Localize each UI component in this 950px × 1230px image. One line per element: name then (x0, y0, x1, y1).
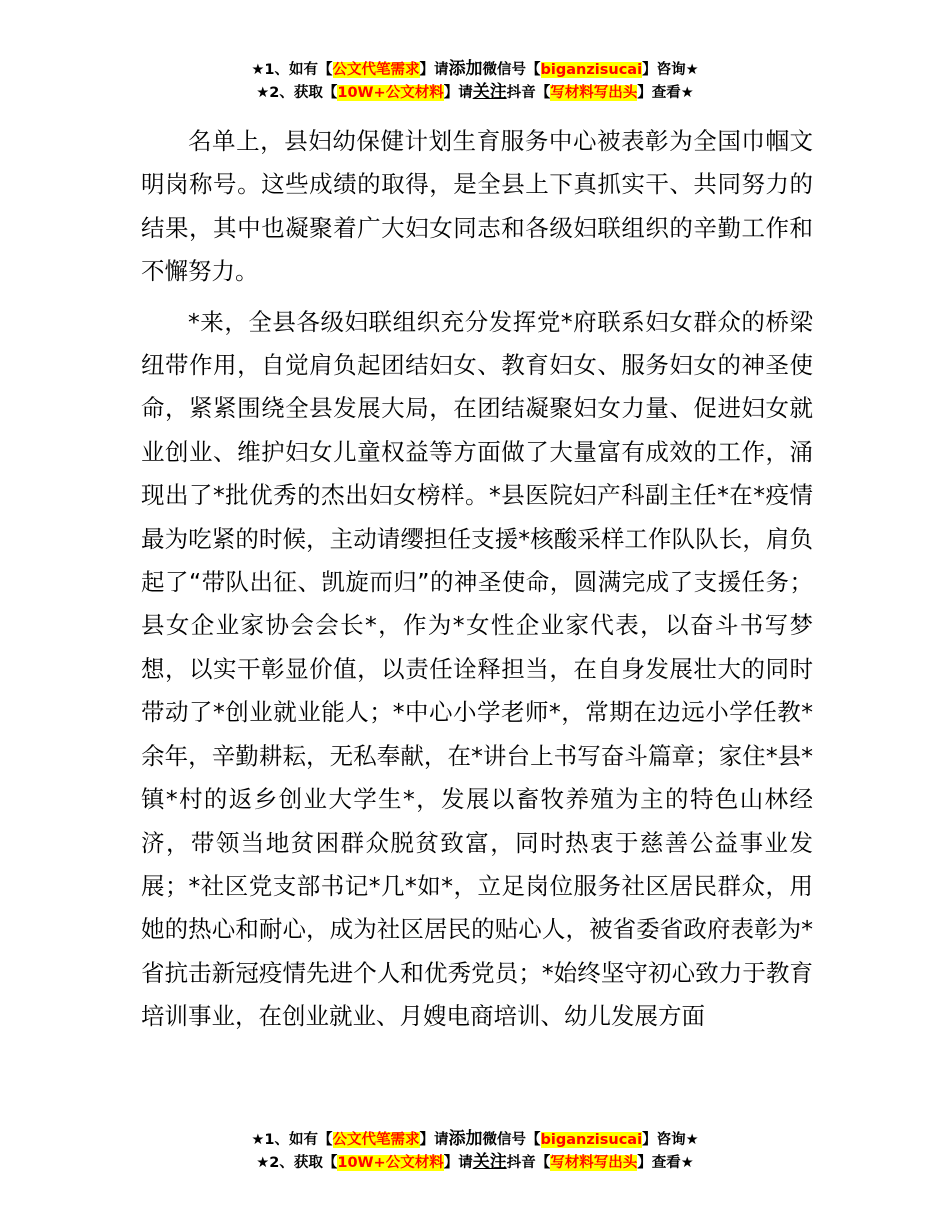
footer-line-2-prefix: ★2、获取【 (256, 1155, 338, 1171)
highlight-douyin-account: 写材料写出头 (550, 85, 638, 101)
footer-line-2-mid1: 】请 (443, 1155, 473, 1171)
header-line-2-mid2: 抖音【 (506, 85, 551, 101)
header-banner (0, 58, 950, 104)
header-line-1-mid1: 】请 (419, 62, 449, 78)
highlight-wechat-id: biganzisucai (540, 1132, 643, 1148)
header-line-2-follow: 关注 (472, 82, 507, 102)
footer-line-2-suffix: 】查看★ (637, 1155, 694, 1171)
highlight-douyin-account: 写材料写出头 (550, 1155, 638, 1171)
header-line-2-mid1: 】请 (443, 85, 473, 101)
header-line-2-prefix: ★2、获取【 (256, 85, 338, 101)
header-line-2 (0, 81, 950, 104)
footer-line-1-add: 添加 (448, 1129, 483, 1149)
footer-line-2-mid2: 抖音【 (506, 1155, 551, 1171)
footer-line-1 (0, 1128, 950, 1151)
highlight-materials: 10W+公文材料 (337, 1155, 444, 1171)
header-line-1-add: 添加 (448, 59, 483, 79)
highlight-wechat-id: biganzisucai (540, 62, 643, 78)
document-body (141, 120, 813, 1039)
footer-line-1-mid1: 】请 (419, 1132, 449, 1148)
footer-line-2 (0, 1151, 950, 1174)
header-line-1-mid2: 微信号【 (482, 62, 541, 78)
header-line-1-suffix: 】咨询★ (642, 62, 699, 78)
highlight-ghostwriting-demand: 公文代笔需求 (332, 62, 420, 78)
footer-line-1-suffix: 】咨询★ (642, 1132, 699, 1148)
paragraph-2: *来，全县各级妇联组织充分发挥党*府联系妇女群众的桥梁纽带作用，自觉肩负起团结妇女、教育妇女、服务妇女的神圣使命，紧紧围绕全县发展大局，在团结凝聚妇女力量、促进妇女就业创业、维护妇女儿童权益等方面做了大量富有成效的工作，涌现出了*批优秀的杰出妇女榜样。*县医院妇产科副主任*在*疫情最为吃紧的时候，主动请缨担任支援*核酸采样工作队队长，肩负起了“带队出征、凯旋而归”的神圣使命，圆满完成了支援任务；县女企业家协会会长*，作为*女性企业家代表，以奋斗书写梦想，以实干彰显价值，以责任诠释担当，在自身发展壮大的同时带动了*创业就业能人；*中心小学老师*，常期在边远小学任教*余年，辛勤耕耘，无私奉献，在*讲台上书写奋斗篇章；家住*县*镇*村的返乡创业大学生*，发展以畜牧养殖为主的特色山林经济，带领当地贫困群众脱贫致富，同时热衷于慈善公益事业发展；*社区党支部书记*几*如*，立足岗位服务社区居民群众，用她的热心和耐心，成为社区居民的贴心人，被省委省政府表彰为*省抗击新冠疫情先进个人和优秀党员；*始终坚守初心致力于教育培训事业，在创业就业、月嫂电商培训、幼儿发展方面 (141, 307, 813, 1031)
footer-line-1-mid2: 微信号【 (482, 1132, 541, 1148)
footer-line-1-prefix: ★1、如有【 (251, 1132, 333, 1148)
highlight-materials: 10W+公文材料 (337, 85, 444, 101)
footer-banner (0, 1128, 950, 1174)
header-line-2-suffix: 】查看★ (637, 85, 694, 101)
header-line-1-prefix: ★1、如有【 (251, 62, 333, 78)
footer-line-2-follow: 关注 (472, 1152, 507, 1172)
paragraph-1: 名单上，县妇幼保健计划生育服务中心被表彰为全国巾帼文明岗称号。这些成绩的取得，是全县上下真抓实干、共同努力的结果，其中也凝聚着广大妇女同志和各级妇联组织的辛勤工作和不懈努力。 (141, 127, 813, 286)
header-line-1 (0, 58, 950, 81)
highlight-ghostwriting-demand: 公文代笔需求 (332, 1132, 420, 1148)
